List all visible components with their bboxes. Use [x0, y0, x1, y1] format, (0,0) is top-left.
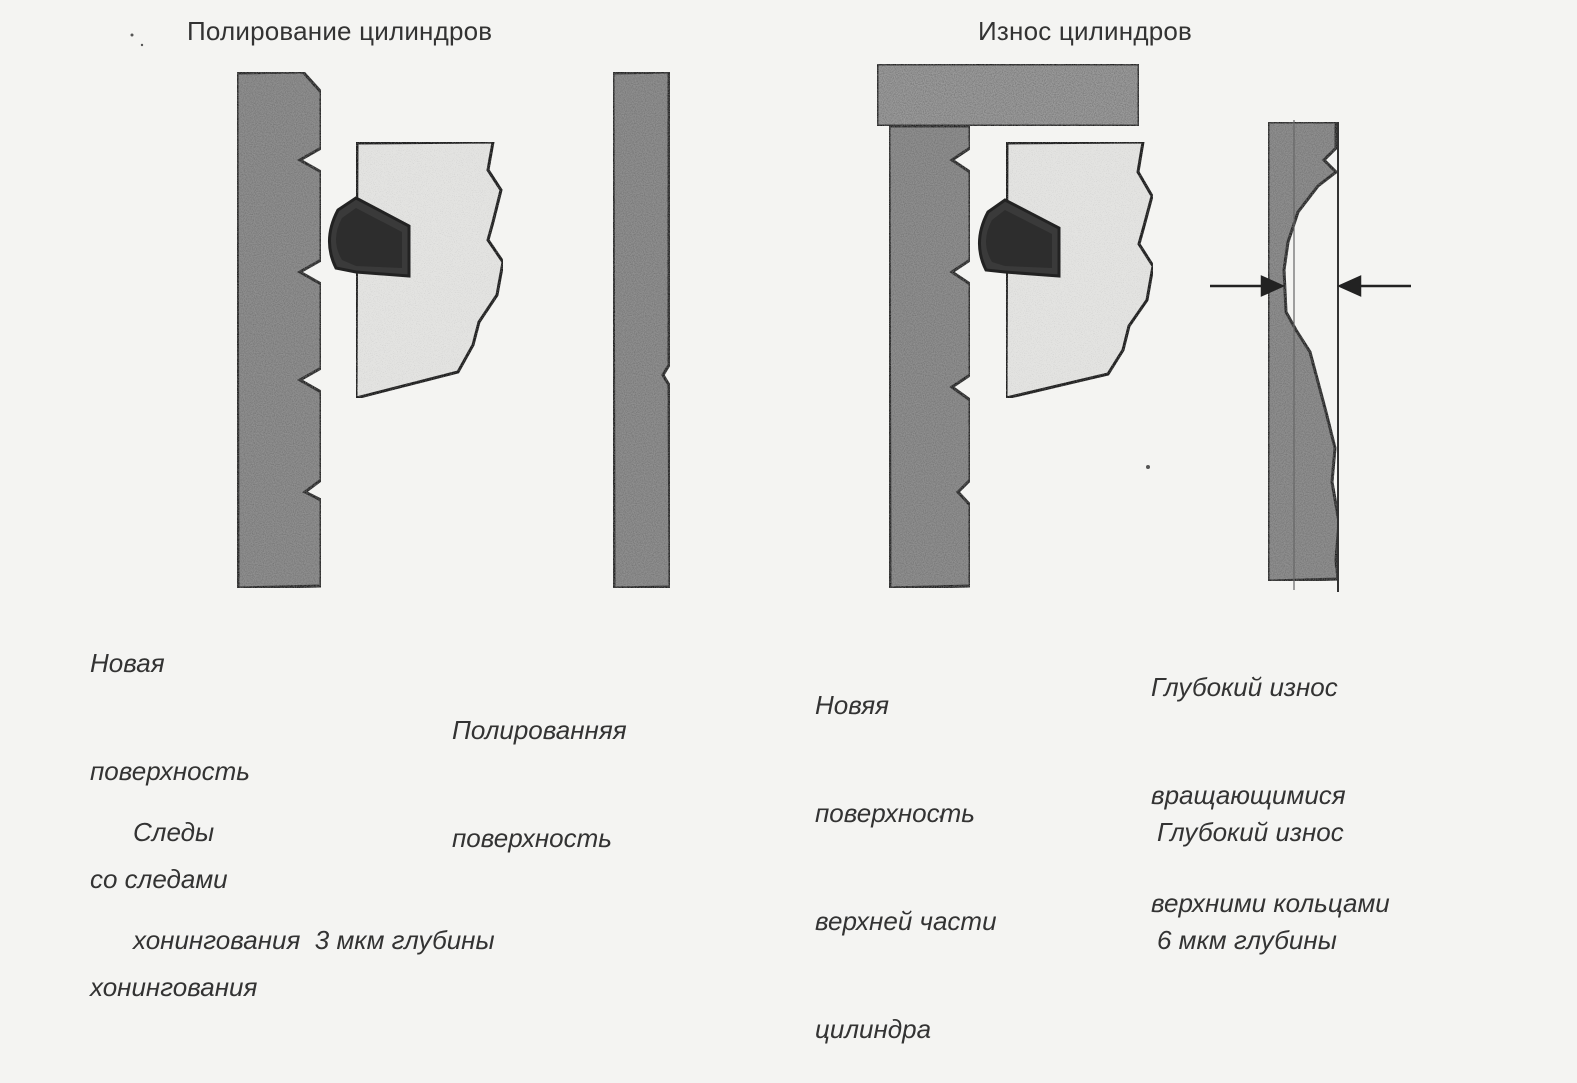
caption-line: цилиндра [815, 1014, 932, 1044]
caption-line: поверхность [452, 823, 612, 853]
polished-cylinder-wall [613, 72, 670, 588]
caption-line: Следы [133, 817, 215, 847]
caption-line: верхней части [815, 906, 997, 936]
caption-line: Глубокий износ [1151, 672, 1338, 702]
title-polishing: Полирование цилиндров [187, 16, 493, 46]
honed-cylinder-wall [237, 72, 321, 588]
caption-line: поверхность [90, 756, 250, 786]
caption-line: хонингования [90, 972, 258, 1002]
caption-line: Новяя [815, 690, 890, 720]
caption-line: 6 мкм глубины [1157, 925, 1337, 955]
caption-honing-depth [133, 742, 495, 994]
caption-line: со следами [90, 864, 228, 894]
caption-line: хонингования 3 мкм глубины [133, 925, 495, 955]
caption-wear-depth [1157, 742, 1344, 994]
caption-line: вращающимися [1151, 780, 1346, 810]
wear-depth-arrows [1210, 277, 1411, 295]
caption-line: поверхность [815, 798, 975, 828]
caption-line: Полированняя [452, 715, 627, 745]
title-wear: Износ цилиндров [978, 16, 1193, 46]
caption-line: Новая [90, 648, 165, 678]
caption-upper-cylinder-surface [815, 615, 997, 1083]
caption-line: Глубокий износ [1157, 817, 1344, 847]
worn-cylinder-wall [1268, 122, 1339, 581]
caption-line: верхними кольцами [1151, 888, 1390, 918]
cylinder-top-block [877, 64, 1139, 126]
upper-cylinder-wall [889, 126, 970, 588]
